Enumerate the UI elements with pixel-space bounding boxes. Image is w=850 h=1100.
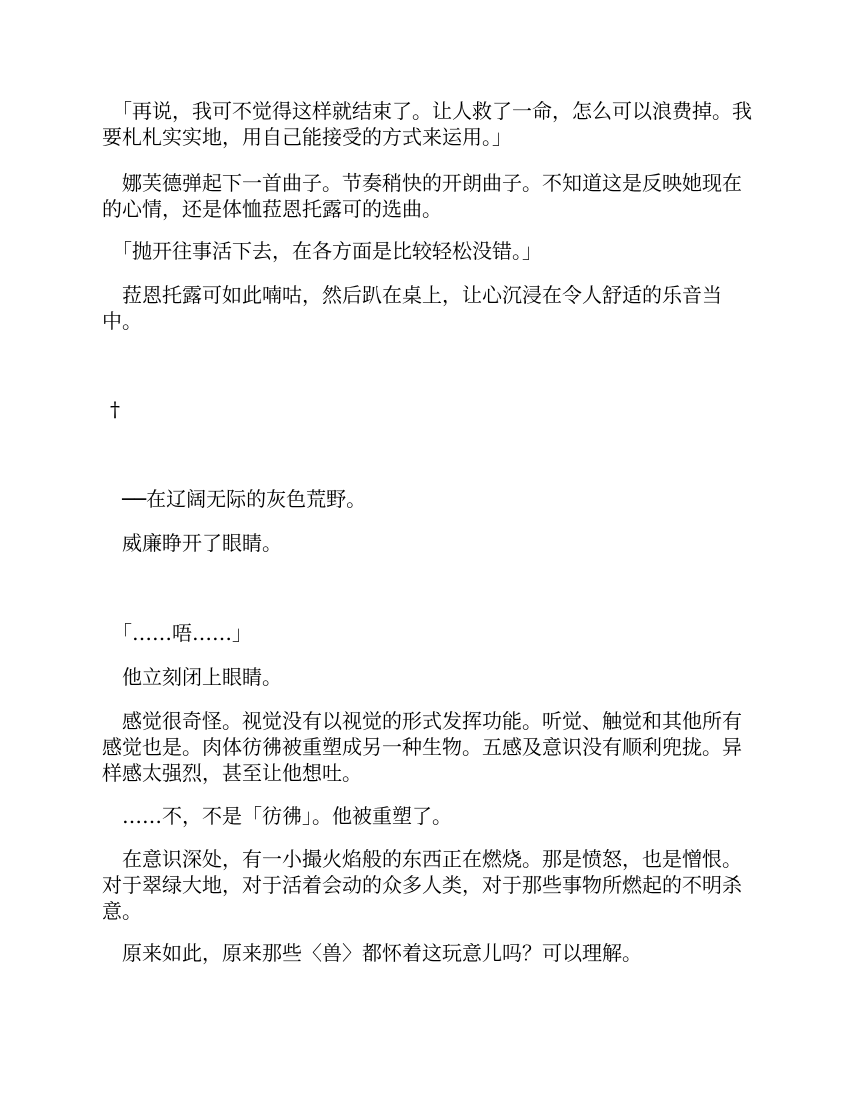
- paragraph: ──在辽阔无际的灰色荒野。: [102, 487, 367, 511]
- section-separator: †: [110, 397, 120, 421]
- paragraph: 「再说，我可不觉得这样就结束了。让人救了一命，怎么可以浪费掉。我要札札实实地，用自己能接受的方式来运用。」: [102, 99, 752, 149]
- paragraph: 「抛开往事活下去，在各方面是比较轻松没错。」: [102, 239, 542, 263]
- paragraph: 在意识深处，有一小撮火焰般的东西正在燃烧。那是愤怒，也是憎恨。对于翠绿大地，对于活着会动的众多人类，对于那些事物所燃起的不明杀意。: [102, 847, 742, 923]
- paragraph: 威廉睁开了眼睛。: [102, 531, 282, 555]
- paragraph: 「……唔……」: [102, 621, 252, 645]
- paragraph: 感觉很奇怪。视觉没有以视觉的形式发挥功能。听觉、触觉和其他所有感觉也是。肉体彷彿被重塑成另一种生物。五感及意识没有顺利兜拢。异样感太强烈，甚至让他想吐。: [102, 709, 742, 785]
- paragraph: 菈恩托露可如此喃咕，然后趴在桌上，让心沉浸在令人舒适的乐音当中。: [102, 283, 722, 333]
- paragraph: 原来如此，原来那些〈兽〉都怀着这玩意儿吗？可以理解。: [102, 941, 642, 965]
- paragraph: 娜芙德弹起下一首曲子。节奏稍快的开朗曲子。不知道这是反映她现在的心情，还是体恤菈恩托露可的选曲。: [102, 171, 742, 221]
- paragraph: 他立刻闭上眼睛。: [102, 665, 282, 689]
- paragraph: ……不，不是「彷彿」。他被重塑了。: [102, 804, 452, 828]
